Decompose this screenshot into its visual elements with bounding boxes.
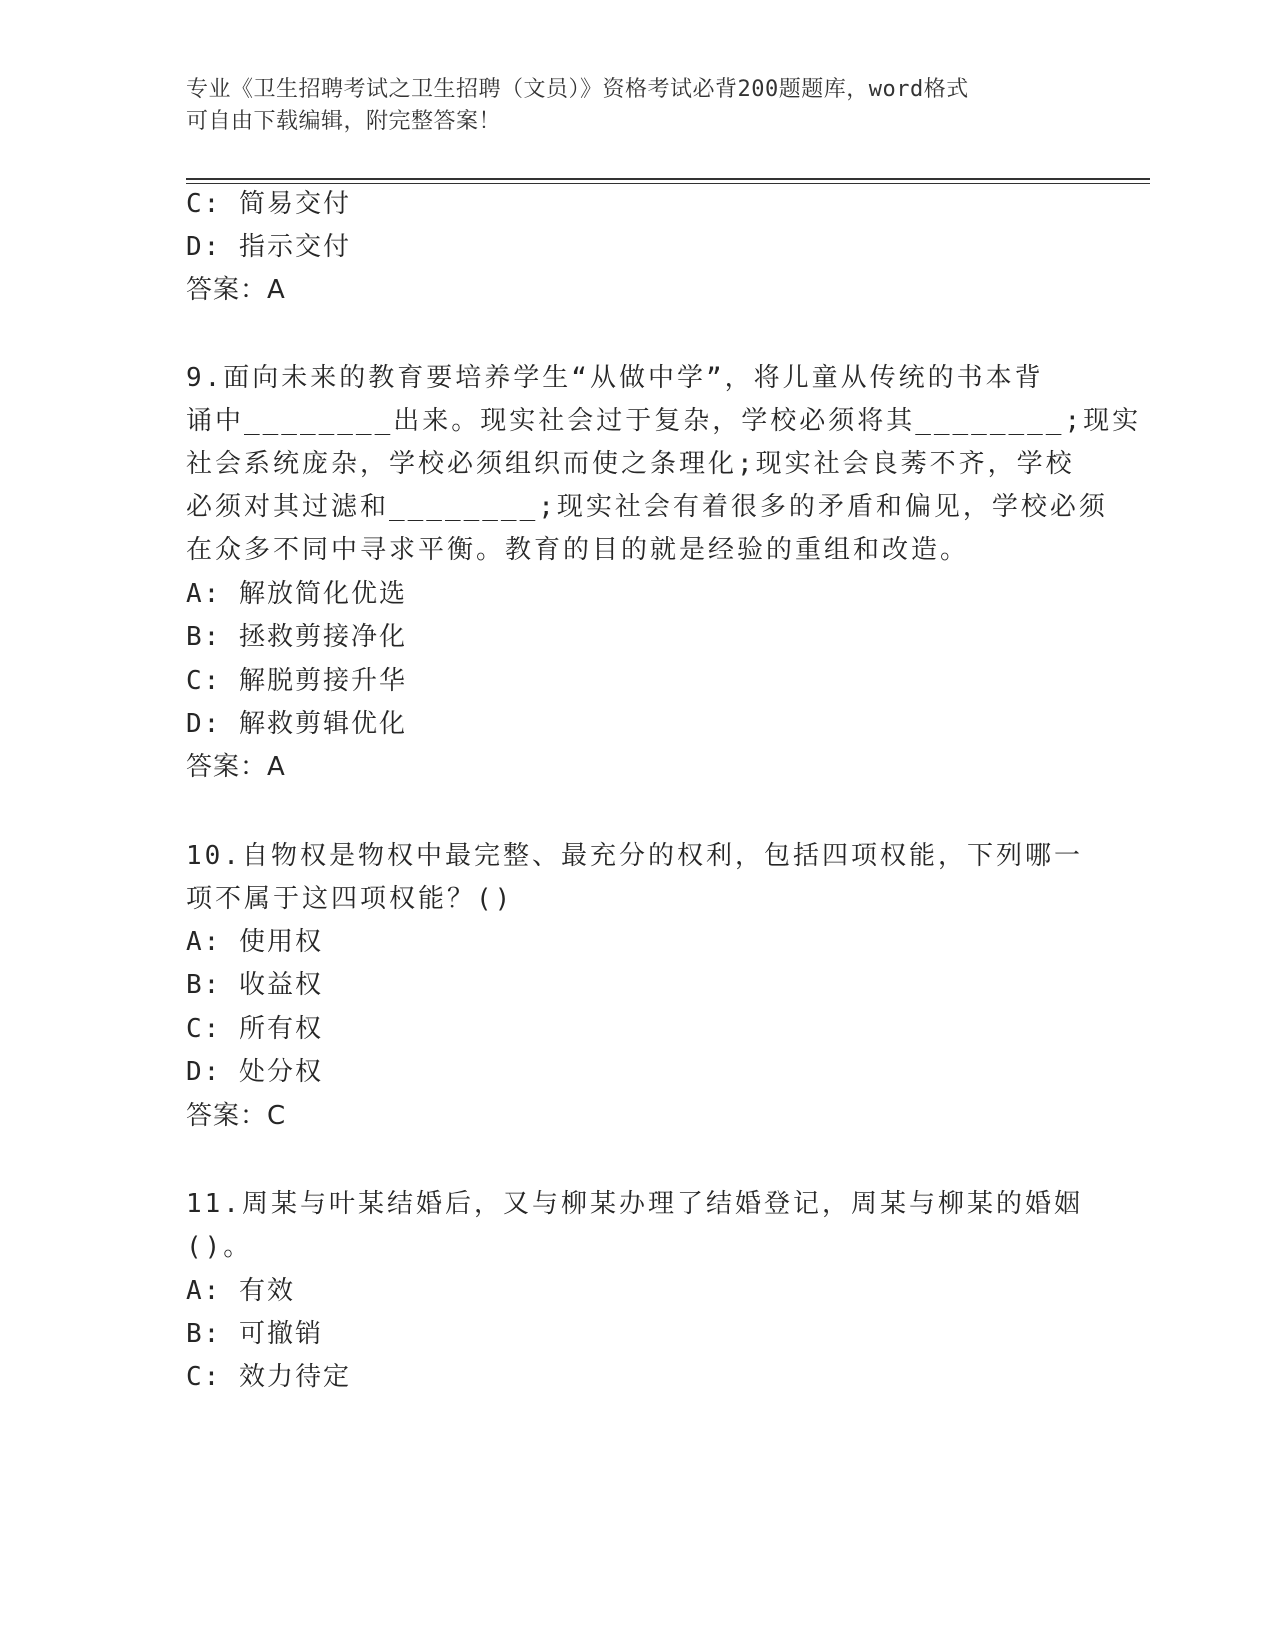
question-11-option-b: B: 可撤销: [186, 1319, 323, 1349]
question-10-answer: 答案：C: [186, 1101, 287, 1131]
question-9-option-c: C: 解脱剪接升华: [186, 666, 407, 696]
header-divider-top: [186, 178, 1150, 180]
option-c: C: 简易交付: [186, 189, 351, 219]
question-9-stem-line: 必须对其过滤和________;现实社会有着很多的矛盾和偏见，学校必须: [186, 492, 1108, 522]
header-line-1: 专业《卫生招聘考试之卫生招聘（文员）》资格考试必背200题题库，word格式: [186, 77, 969, 102]
question-10-option-b: B: 收益权: [186, 970, 323, 1000]
header-divider-bottom: [186, 183, 1150, 184]
question-9-answer: 答案：A: [186, 752, 286, 782]
answer-line: 答案：A: [186, 275, 286, 305]
document-header: [186, 74, 1086, 138]
question-10-option-d: D: 处分权: [186, 1057, 323, 1087]
question-10-stem-line: 项不属于这四项权能？(): [186, 884, 514, 914]
question-10-option-c: C: 所有权: [186, 1014, 323, 1044]
question-10-option-a: A: 使用权: [186, 927, 323, 957]
question-9-stem-line: 诵中________出来。现实社会过于复杂，学校必须将其________;现实: [186, 406, 1142, 436]
question-9-stem-line: 9.面向未来的教育要培养学生“从做中学”，将儿童从传统的书本背: [186, 363, 1044, 393]
question-11-stem-line: 11.周某与叶某结婚后，又与柳某办理了结婚登记，周某与柳某的婚姻: [186, 1189, 1083, 1219]
question-9-option-b: B: 拯救剪接净化: [186, 622, 407, 652]
question-9-stem-line: 社会系统庞杂，学校必须组织而使之条理化;现实社会良莠不齐，学校: [186, 449, 1075, 479]
question-11-option-a: A: 有效: [186, 1276, 295, 1306]
option-d: D: 指示交付: [186, 232, 351, 262]
question-11-option-c: C: 效力待定: [186, 1362, 351, 1392]
question-11-stem-line: ()。: [186, 1232, 253, 1262]
question-9-option-a: A: 解放简化优选: [186, 579, 407, 609]
question-9-option-d: D: 解救剪辑优化: [186, 709, 407, 739]
question-10-stem-line: 10.自物权是物权中最完整、最充分的权利，包括四项权能，下列哪一: [186, 841, 1083, 871]
question-9-stem-line: 在众多不同中寻求平衡。教育的目的就是经验的重组和改造。: [186, 535, 970, 565]
header-line-2: 可自由下载编辑，附完整答案！: [186, 109, 502, 134]
